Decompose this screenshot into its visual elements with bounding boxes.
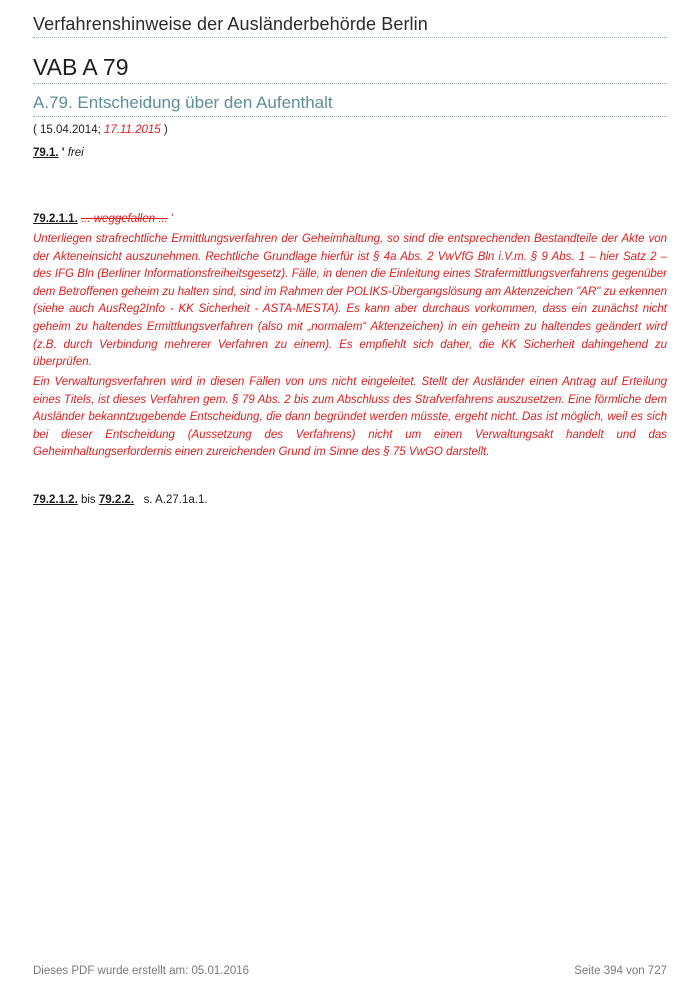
date-original: 15.04.2014; [36,124,104,136]
document-code: VAB A 79 [33,54,129,80]
dates-open-paren: ( [33,124,37,136]
section-79-1 [33,147,84,159]
cross-reference: s. A.27.1a.1. [143,494,208,506]
footer-page-number: Seite 394 von 727 [574,965,667,977]
section-number-79-2-2: 79.2.2. [98,494,135,506]
document-header-title: Verfahrenshinweise der Ausländerbehörde Berlin [33,14,428,34]
paragraph-verwaltungsverfahren: Ein Verwaltungsverfahren wird in diesen Fällen von uns nicht eingeleitet. Stellt der Ausländer einen Antrag auf Erteilung eines Titels, ist dieses Verfahren gem. § 79 Abs. 2 bis zum Abschluss des Strafverfahrens auszusetzen. Eine förmliche dem Ausländer bekanntzugebende Entscheidung, die dann begründet werden müsste, ergeht nicht. Das ist möglich, weil es sich bei dieser Entscheidung (Aussetzung des Verfahrens) nicht um einen Verwaltungsakt handelt und das Geheimhaltungserfordernis einen zureichenden Grund im Sinne des § 75 VwGO darstellt. [33,376,667,459]
revision-dates [33,124,168,136]
range-bis: bis [77,494,99,506]
section-number-79-1: 79.1. [33,147,59,159]
change-marker: ' [167,213,174,225]
footer-created-date: Dieses PDF wurde erstellt am: 05.01.2016 [33,965,250,977]
section-79-2-1-1 [33,213,173,225]
section-79-2-1-2 [33,494,208,506]
section-number-79-2-1-2: 79.2.1.2. [33,494,78,506]
header-divider [33,37,667,38]
section-79-1-text: frei [67,147,84,159]
dates-close-paren: ) [160,124,168,136]
section-marker: ' [58,147,68,159]
date-revised: 17.11.2015 [104,124,161,136]
section-number-79-2-1-1: 79.2.1.1. [33,213,78,225]
struck-text: ... weggefallen ... [80,213,168,225]
section-divider [33,116,667,117]
paragraph-geheimhaltung: Unterliegen strafrechtliche Ermittlungsverfahren der Geheimhaltung, so sind die entsprechenden Bestandteile der Akte von der Akteneinsicht auszunehmen. Rechtliche Grundlage hierfür ist § 4a Abs. 2 VwVfG Bln i.V.m. § 9 Abs. 1 – hier Satz 2 – des IFG Bln (Berliner Informationsfreiheitsgesetz). Fälle, in denen die Einleitung eines Strafermittlungsverfahrens gegenüber dem Betroffenen geheim zu halten sind, sind im Rahmen der POLIKS-Übergangslösung am Aktenzeichen "AR" zu erkennen (siehe auch AusReg2Info - KK Sicherheit - ASTA-MESTA). Es kann aber durchaus vorkommen, dass ein zunächst nicht geheim zu haltendes Ermittlungsverfahren (also mit „normalem“ Aktenzeichen) in ein geheim zu haltendes geändert wird (z.B. durch Verbindung mehrerer Verfahren zu einem). Es empfiehlt sich daher, die KK Sicherheit dahingehend zu überprüfen. [33,233,667,369]
section-title: A.79. Entscheidung über den Aufenthalt [33,93,333,112]
code-divider [33,83,667,84]
